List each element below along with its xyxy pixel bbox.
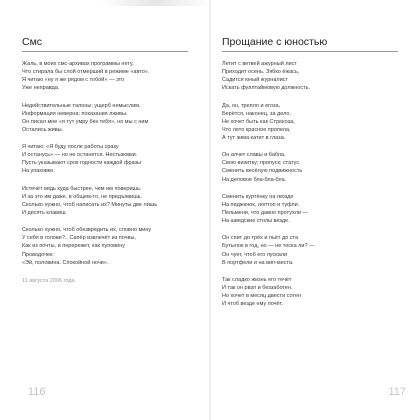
poem-line: Сколько нужно, чтоб обезвредить их, словно мину [22, 227, 152, 234]
stanza [222, 102, 412, 142]
poem-line: И так он рвзл и беззаботен. [222, 285, 293, 291]
poem-line: Истечёт ведь куда быстрее, чем им поверишь. [22, 185, 142, 192]
poem-line: Летит с ветвей ажурный лист [222, 61, 297, 67]
stanza [22, 143, 198, 175]
title-rule [22, 51, 188, 52]
stanza [222, 193, 412, 225]
poem-line: У себя в голове?.. Сапёр извлечёт из почвы, [22, 235, 136, 242]
page-number: 117 [388, 386, 406, 398]
poem-line: Что лето красное пропела, [222, 126, 291, 133]
poem-line: Уже неправда. [22, 85, 60, 92]
poem-line: На пиджачок, лоптоп и туфли. [222, 201, 300, 208]
poem-line: Он чует, чтоб его пускали [222, 251, 288, 258]
poem-line: «Эй, половина. Спокойной ночи». [22, 259, 109, 266]
poem-title: Прощание с юностью [222, 36, 328, 48]
poem-line: Пусть указывают срок годности каждой фразы [22, 160, 142, 167]
poem-title: Смс [22, 36, 43, 48]
poem-line: На шведские столы везде. [222, 218, 290, 225]
poem-line: Проводочек: [22, 251, 54, 258]
poem-line: Недействительные талоны; ущерб немыслим. [22, 102, 141, 109]
poem-line: Он спит до трёх и пьёт до ста [222, 235, 299, 242]
poem-body [222, 60, 412, 317]
poem-line: В портфели и на вип-места. [222, 259, 294, 266]
poem-line: Информация неверна; показания лживы. [22, 110, 128, 117]
poem-line: Сменить весёлую подвижность [222, 168, 303, 175]
poem-line: Свою визитку; пропуск; статус. [222, 160, 301, 167]
stanza [22, 60, 198, 92]
poem-line: Как из почты, и перережет, как пуповину [22, 243, 126, 250]
page-number: 116 [28, 386, 46, 398]
poem-line: И останусь» — но не останется. Нестыковки. [22, 152, 138, 159]
poem-line: Искать фуллтаймовую должность. [222, 85, 311, 92]
poem-line: Так сладко жизнь его течёт [222, 276, 292, 283]
stanza [222, 151, 412, 183]
title-rule [222, 51, 398, 52]
poem-line: Не хочет быть как Стрекоза, [222, 118, 295, 125]
poem-line: Он писал мне «я тут умру без тебя», но мы с ним [22, 118, 149, 125]
stanza [222, 276, 412, 308]
poem-line: Приходит осень. Зябко ёжась, [222, 69, 300, 76]
poem-line: На деловое бла-бла-бла. [222, 176, 287, 183]
poem-line: Я читаю «ну я же рядом с тобой» — это [22, 77, 125, 84]
poem-line: И чтоб везде ему почёт. [222, 301, 283, 308]
poem-line: На упаковке. [22, 168, 55, 175]
poem-line: А тут зима катит в глаза. [222, 134, 286, 141]
poem-line: И за это им даже, в общем-то, не предъявишь. [22, 193, 143, 200]
stanza [222, 234, 412, 266]
poem-line: Сменить куртёнку на гвозде [222, 193, 294, 200]
poem-line: И десять клавиш. [22, 209, 68, 216]
poem-line: Да, он, трепло и егоза, [222, 102, 281, 109]
poem-line: Он алчет славы и бабла. [222, 152, 286, 159]
poem-line: Сколько нужно, чтоб написать их? Минуты две лишь [22, 201, 158, 208]
poem-line: Но хочет в месяц двести сотен [222, 293, 301, 300]
stanza [222, 60, 412, 92]
stanza [22, 185, 198, 217]
poem-line: Пельмени, что давно протухли — [222, 209, 308, 216]
poem-line: Садится юный журналист [222, 77, 288, 84]
poem-date: 11 августа 2006 года [22, 278, 75, 284]
poem-line: Бутылок в год, но — не тоска ли? — [222, 243, 315, 250]
poem-line: Берётся, наконец, за дело. [222, 110, 292, 117]
poem-line: Остались живы. [22, 126, 64, 133]
right-page [210, 0, 420, 420]
poem-line: Я читаю: «Я буду после работы сразу [22, 144, 119, 151]
stanza [22, 226, 198, 266]
poem-line: Что стирала бы слой отмерший в режиме «авто». [22, 69, 150, 76]
poem-line: Жаль, в моих смс-архивах программы нету, [22, 61, 134, 67]
poem-body [22, 60, 198, 276]
stanza [22, 102, 198, 134]
